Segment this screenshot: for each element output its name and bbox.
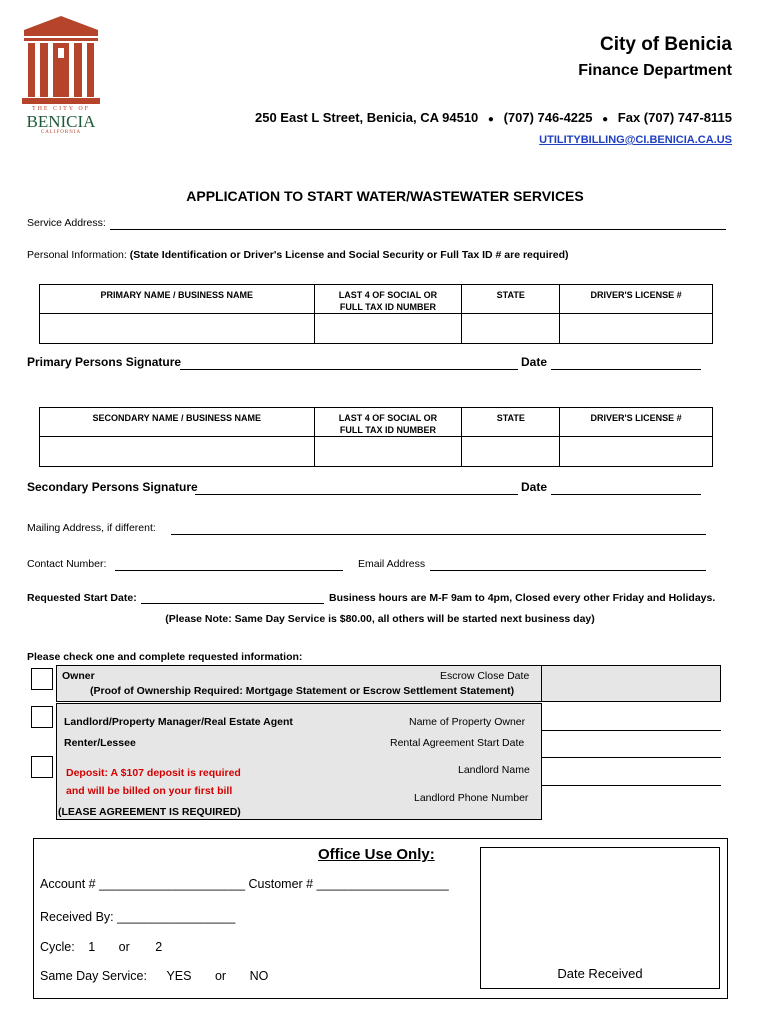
date-received-label: Date Received bbox=[557, 966, 643, 981]
business-hours-text: Business hours are M-F 9am to 4pm, Closed every other Friday and Holidays. bbox=[329, 592, 716, 604]
bullet: ● bbox=[487, 114, 494, 125]
mailing-address-label: Mailing Address, if different: bbox=[27, 522, 156, 534]
fax-text: Fax (707) 747-8115 bbox=[617, 110, 732, 125]
personal-info-note: (State Identification or Driver's License and Social Security or Full Tax ID # are required) bbox=[129, 249, 569, 261]
ownership-proof-note: (Proof of Ownership Required: Mortgage Statement or Escrow Settlement Statement) bbox=[90, 685, 515, 697]
contact-number-label: Contact Number: bbox=[27, 558, 107, 570]
check-one-prompt: Please check one and complete requested information: bbox=[27, 651, 303, 663]
primary-ssn-header bbox=[314, 285, 462, 314]
same-day-no: NO bbox=[249, 969, 269, 983]
cycle-or: or bbox=[118, 940, 130, 954]
primary-license-cell[interactable] bbox=[560, 314, 713, 344]
city-title: City of Benicia bbox=[600, 34, 732, 55]
office-use-title: Office Use Only: bbox=[318, 846, 435, 863]
ssn-header-line1: LAST 4 OF SOCIAL OR bbox=[338, 290, 438, 300]
primary-name-cell[interactable] bbox=[40, 314, 315, 344]
form-title: APPLICATION TO START WATER/WASTEWATER SERVICES bbox=[186, 188, 584, 204]
primary-license-header: DRIVER'S LICENSE # bbox=[560, 285, 713, 314]
primary-state-header: STATE bbox=[462, 285, 560, 314]
secondary-name-cell[interactable] bbox=[40, 437, 315, 467]
same-day-note: (Please Note: Same Day Service is $80.00, all others will be started next business day) bbox=[165, 613, 595, 625]
city-logo bbox=[18, 14, 104, 138]
service-address-label: Service Address: bbox=[27, 217, 106, 229]
logo-top-text: THE CITY OF bbox=[31, 106, 91, 112]
received-by-line: Received By: _________________ bbox=[40, 910, 236, 924]
personal-info bbox=[27, 249, 568, 261]
email-address-field[interactable] bbox=[430, 570, 706, 571]
landlord-name-field[interactable] bbox=[541, 758, 721, 786]
same-day-yes: YES bbox=[166, 969, 192, 983]
phone-text: (707) 746-4225 bbox=[503, 110, 593, 125]
same-day-line bbox=[40, 969, 268, 983]
property-owner-label: Name of Property Owner bbox=[409, 716, 526, 728]
primary-person-table bbox=[39, 284, 713, 344]
cycle-option-1: 1 bbox=[88, 940, 96, 954]
primary-ssn-cell[interactable] bbox=[314, 314, 462, 344]
rental-start-date-label: Rental Agreement Start Date bbox=[390, 737, 525, 749]
landlord-phone-label: Landlord Phone Number bbox=[414, 792, 529, 804]
landlord-name-label: Landlord Name bbox=[458, 764, 530, 776]
property-owner-field[interactable] bbox=[541, 703, 721, 731]
bullet: ● bbox=[602, 114, 609, 125]
secondary-date-label: Date bbox=[521, 480, 548, 494]
landlord-checkbox[interactable] bbox=[31, 706, 53, 728]
cycle-line bbox=[40, 940, 162, 954]
primary-signature-field[interactable] bbox=[180, 369, 518, 370]
cycle-label: Cycle: bbox=[40, 940, 75, 954]
secondary-name-header: SECONDARY NAME / BUSINESS NAME bbox=[40, 408, 315, 437]
address-text: 250 East L Street, Benicia, CA 94510 bbox=[255, 110, 479, 125]
cycle-option-2: 2 bbox=[155, 940, 163, 954]
secondary-license-header: DRIVER'S LICENSE # bbox=[560, 408, 713, 437]
mailing-address-field[interactable] bbox=[171, 534, 706, 535]
primary-name-header: PRIMARY NAME / BUSINESS NAME bbox=[40, 285, 315, 314]
department-title: Finance Department bbox=[578, 62, 732, 79]
primary-date-field[interactable] bbox=[551, 369, 701, 370]
start-date-field[interactable] bbox=[141, 603, 324, 604]
secondary-ssn-cell[interactable] bbox=[314, 437, 462, 467]
email-address-label: Email Address bbox=[358, 558, 426, 570]
renter-checkbox[interactable] bbox=[31, 756, 53, 778]
deposit-line-2: and will be billed on your first bill bbox=[66, 785, 233, 797]
owner-checkbox[interactable] bbox=[31, 668, 53, 690]
city-hall-icon bbox=[18, 14, 104, 106]
logo-sub-text: CALIFORNIA bbox=[40, 130, 82, 135]
lease-required-note: (LEASE AGREEMENT IS REQUIRED) bbox=[58, 806, 241, 818]
secondary-ssn-header bbox=[314, 408, 462, 437]
same-day-label: Same Day Service: bbox=[40, 969, 147, 983]
service-address-field[interactable] bbox=[110, 229, 726, 230]
owner-label: Owner bbox=[62, 670, 95, 682]
landlord-label: Landlord/Property Manager/Real Estate Agent bbox=[64, 716, 293, 728]
secondary-signature-label: Secondary Persons Signature bbox=[27, 480, 198, 494]
start-date-label: Requested Start Date: bbox=[27, 592, 137, 604]
primary-signature-label: Primary Persons Signature bbox=[27, 355, 182, 369]
same-day-or: or bbox=[214, 969, 227, 983]
primary-date-label: Date bbox=[521, 355, 548, 369]
renter-label: Renter/Lessee bbox=[64, 737, 136, 749]
rental-start-date-field[interactable] bbox=[541, 731, 721, 758]
primary-state-cell[interactable] bbox=[462, 314, 560, 344]
account-customer-line: Account # _____________________ Customer # ___________________ bbox=[40, 877, 449, 891]
secondary-state-cell[interactable] bbox=[462, 437, 560, 467]
secondary-license-cell[interactable] bbox=[560, 437, 713, 467]
ssn-header-line2: FULL TAX ID NUMBER bbox=[339, 302, 437, 312]
secondary-date-field[interactable] bbox=[551, 494, 701, 495]
secondary-person-table bbox=[39, 407, 713, 467]
ssn-header-line1: LAST 4 OF SOCIAL OR bbox=[338, 413, 438, 423]
deposit-line-1: Deposit: A $107 deposit is required bbox=[66, 767, 241, 779]
secondary-state-header: STATE bbox=[462, 408, 560, 437]
contact-number-field[interactable] bbox=[115, 570, 343, 571]
escrow-close-date-label: Escrow Close Date bbox=[440, 670, 530, 682]
secondary-signature-field[interactable] bbox=[195, 494, 518, 495]
logo-name-text: BENICIA bbox=[26, 112, 96, 131]
email-link[interactable]: UTILITYBILLING@CI.BENICIA.CA.US bbox=[539, 134, 732, 146]
escrow-close-date-field[interactable] bbox=[541, 665, 721, 702]
personal-info-label: Personal Information: bbox=[27, 249, 130, 261]
ssn-header-line2: FULL TAX ID NUMBER bbox=[339, 425, 437, 435]
contact-line bbox=[255, 110, 732, 125]
landlord-phone-field[interactable] bbox=[541, 786, 721, 820]
